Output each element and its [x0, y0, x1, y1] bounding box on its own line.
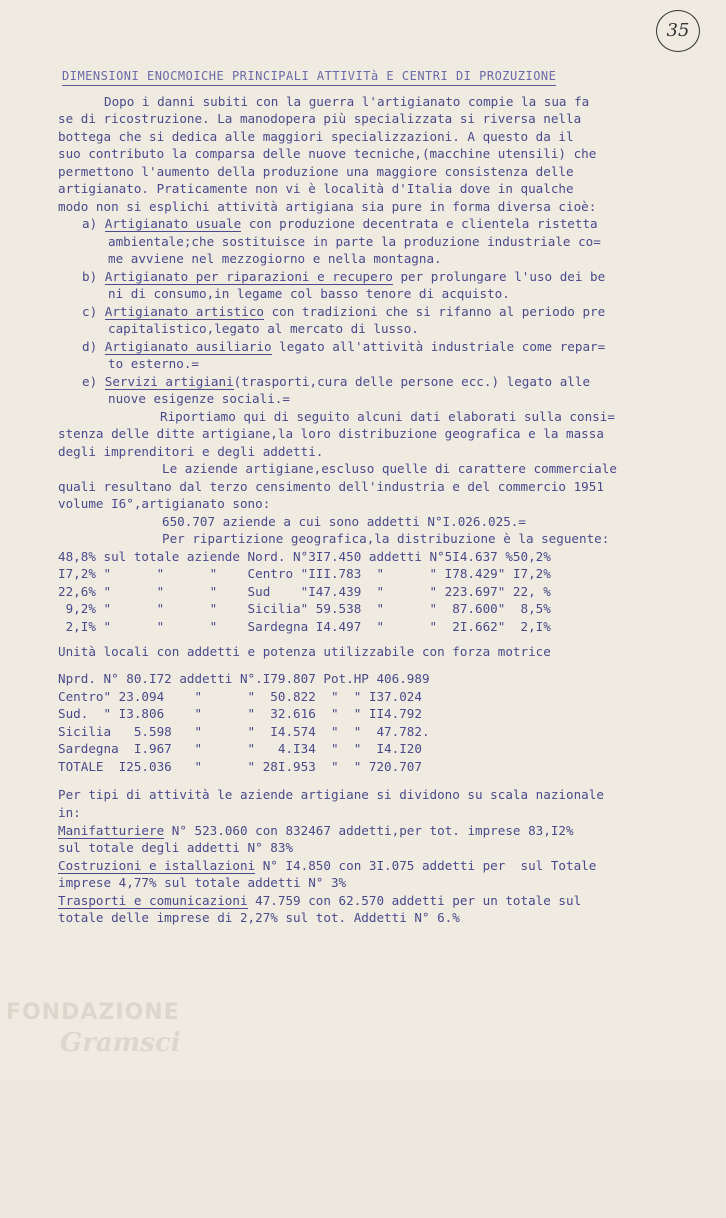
item-continuation: to esterno.=: [108, 356, 199, 371]
types-intro: in:: [58, 805, 81, 820]
item-continuation: ni di consumo,in legame col basso tenore di acquisto.: [108, 286, 510, 301]
total-line: 650.707 aziende a cui sono addetti N°I.026.025.=: [162, 514, 526, 529]
page-number: 35: [656, 10, 700, 52]
type-item: [58, 822, 574, 839]
list-item: [82, 373, 590, 390]
paragraph-line: quali resultano dal terzo censimento dell'industria e del commercio 1951: [58, 479, 604, 494]
watermark-logo-script: Gramsci: [60, 1028, 181, 1058]
list-item: [82, 338, 605, 355]
item-text: per prolungare l'uso dei be: [392, 269, 606, 284]
intro-line: se di ricostruzione. La manodopera più specializzata si riversa nella: [58, 111, 582, 126]
item-continuation: me avviene nel mezzogiorno e nella montagna.: [108, 251, 442, 266]
item-text: con produzione decentrata e clientela ristetta: [241, 216, 598, 231]
item-letter: c): [82, 304, 98, 319]
item-letter: d): [82, 339, 98, 354]
geo-row: 2,I% " " " Sardegna I4.497 " " 2I.662" 2,I%: [58, 619, 551, 634]
intro-line: permettono l'aumento della produzione una maggiore consistenza delle: [58, 164, 574, 179]
list-item: [82, 215, 598, 232]
item-heading: Artigianato ausiliario: [104, 339, 272, 354]
units-row: TOTALE I25.036 " " 28I.953 " " 720.707: [58, 759, 422, 774]
item-continuation: ambientale;che sostituisce in parte la produzione industriale co=: [108, 234, 601, 249]
units-title: Unità locali con addetti e potenza utilizzabile con forza motrice: [58, 644, 551, 659]
intro-line: bottega che si dedica alle maggiori specializzazioni. A questo da il: [58, 129, 574, 144]
type-item: [58, 892, 581, 909]
type-heading: Manifatturiere: [58, 823, 165, 838]
type-continuation: totale delle imprese di 2,27% sul tot. Addetti N° 6.%: [58, 910, 460, 925]
intro-line: modo non si esplichi attività artigiana sia pure in forma diversa cioè:: [58, 199, 597, 214]
paragraph-line: volume I6°,artigianato sono:: [58, 496, 271, 511]
item-text: (trasporti,cura delle persone ecc.) legato alle: [233, 374, 591, 389]
item-letter: a): [82, 216, 98, 231]
geo-intro: Per ripartizione geografica,la distribuzione è la seguente:: [162, 531, 610, 546]
geo-row: I7,2% " " " Centro "III.783 " " I78.429" I7,2%: [58, 566, 551, 581]
watermark-logo: FONDAZIONE: [6, 1000, 180, 1025]
item-text: legato all'attività industriale come repar=: [271, 339, 606, 354]
type-continuation: imprese 4,77% sul totale addetti N° 3%: [58, 875, 347, 890]
units-row: Centro" 23.094 " " 50.822 " " I37.024: [58, 689, 422, 704]
geo-row: 48,8% sul totale aziende Nord. N°3I7.450 addetti N°5I4.637 %50,2%: [58, 549, 551, 564]
intro-line: artigianato. Praticamente non vi è località d'Italia dove in qualche: [58, 181, 574, 196]
item-heading: Artigianato usuale: [104, 216, 242, 231]
item-letter: b): [82, 269, 98, 284]
item-continuation: capitalistico,legato al mercato di lusso.: [108, 321, 419, 336]
intro-line: suo contributo la comparsa delle nuove tecniche,(macchine utensili) che: [58, 146, 597, 161]
type-text: N° I4.850 con 3I.075 addetti per sul Totale: [255, 858, 597, 873]
paragraph-line: Riportiamo qui di seguito alcuni dati elaborati sulla consi=: [160, 409, 615, 424]
document-title: DIMENSIONI ENOCMOICHE PRINCIPALI ATTIVITà E CENTRI DI PROZUZIONE: [62, 68, 556, 86]
item-heading: Servizi artigiani: [104, 374, 234, 389]
item-text: con tradizioni che si rifanno al periodo pre: [264, 304, 606, 319]
item-heading: Artigianato per riparazioni e recupero: [104, 269, 393, 284]
item-continuation: nuove esigenze sociali.=: [108, 391, 290, 406]
type-heading: Trasporti e comunicazioni: [58, 893, 248, 908]
intro-line: Dopo i danni subiti con la guerra l'artigianato compie la sua fa: [104, 94, 590, 109]
types-intro: Per tipi di attività le aziende artigiane si dividono su scala nazionale: [58, 787, 604, 802]
list-item: [82, 268, 605, 285]
paragraph-line: degli imprenditori e degli addetti.: [58, 444, 324, 459]
units-row: Sicilia 5.598 " " I4.574 " " 47.782.: [58, 724, 430, 739]
type-heading: Costruzioni e istallazioni: [58, 858, 256, 873]
item-letter: e): [82, 374, 98, 389]
list-item: [82, 303, 605, 320]
geo-row: 9,2% " " " Sicilia" 59.538 " " 87.600" 8,5%: [58, 601, 551, 616]
paragraph-line: stenza delle ditte artigiane,la loro distribuzione geografica e la massa: [58, 426, 604, 441]
geo-row: 22,6% " " " Sud "I47.439 " " 223.697" 22, %: [58, 584, 551, 599]
units-row: Nprd. N° 80.I72 addetti N°.I79.807 Pot.HP 406.989: [58, 671, 430, 686]
type-text: 47.759 con 62.570 addetti per un totale sul: [247, 893, 582, 908]
units-row: Sud. " I3.806 " " 32.616 " " II4.792: [58, 706, 422, 721]
type-text: N° 523.060 con 832467 addetti,per tot. imprese 83,I2%: [164, 823, 574, 838]
type-continuation: sul totale degli addetti N° 83%: [58, 840, 294, 855]
paragraph-line: Le aziende artigiane,escluso quelle di carattere commerciale: [162, 461, 617, 476]
type-item: [58, 857, 596, 874]
units-row: Sardegna I.967 " " 4.I34 " " I4.I20: [58, 741, 422, 756]
item-heading: Artigianato artistico: [104, 304, 264, 319]
